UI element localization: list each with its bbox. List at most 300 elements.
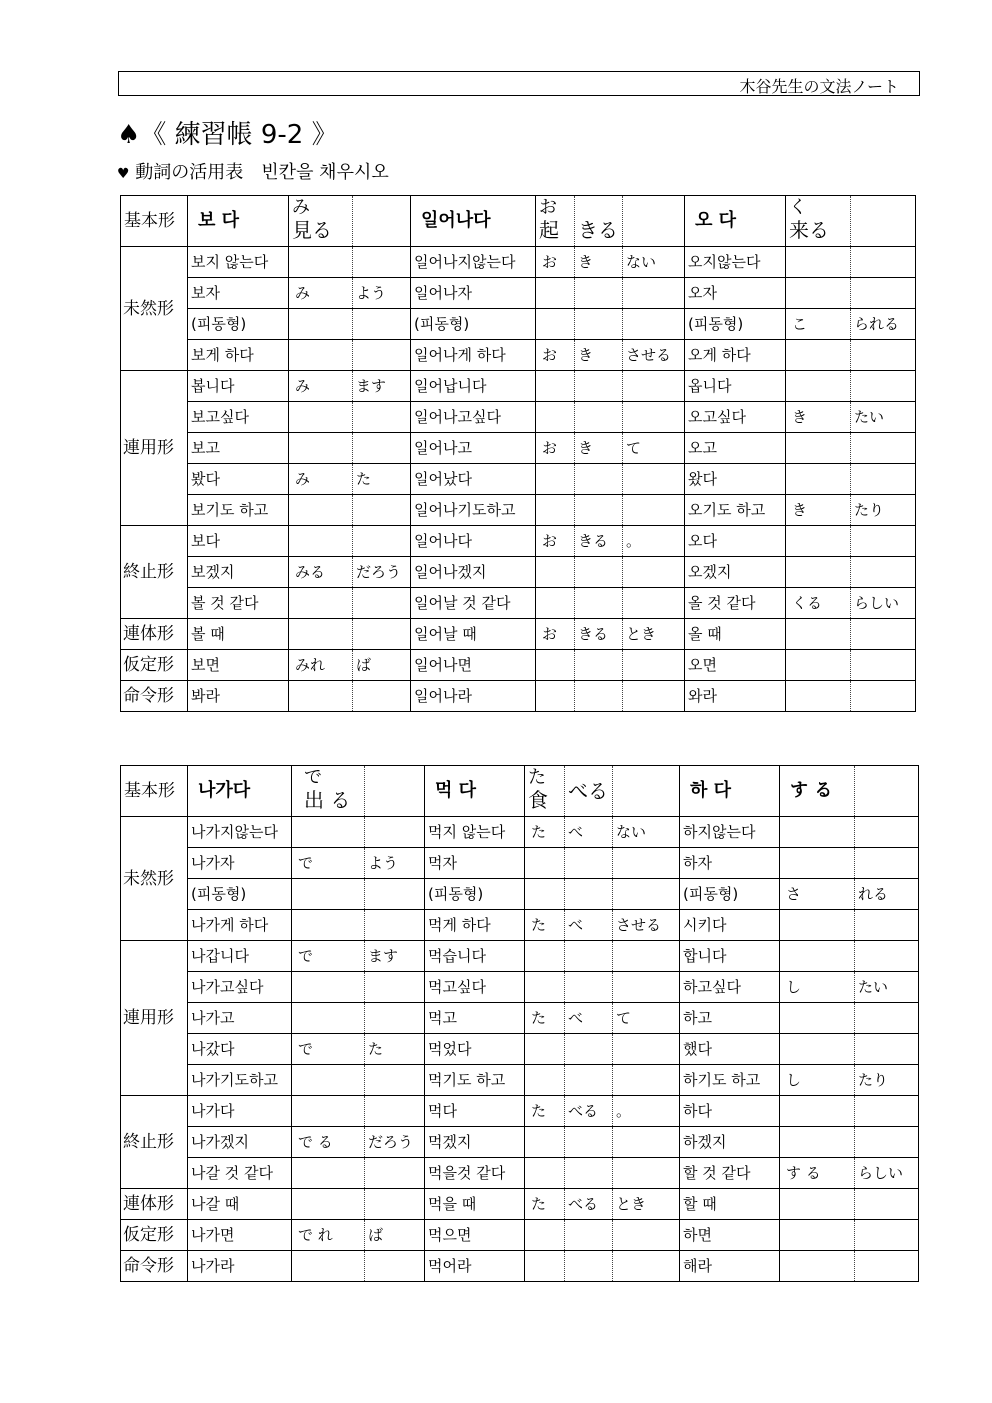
table-cell: 보지 않는다 xyxy=(188,247,289,278)
table-cell xyxy=(851,371,916,402)
table-cell: 일어났다 xyxy=(411,464,536,495)
table-cell: た xyxy=(365,1034,425,1065)
table-cell: 오다 xyxy=(685,526,786,557)
table-cell: で xyxy=(292,941,365,972)
table-cell: 나가게 하다 xyxy=(188,910,292,941)
table-cell: 옵니다 xyxy=(685,371,786,402)
table-cell xyxy=(575,495,623,526)
table-cell xyxy=(565,972,613,1003)
table-cell xyxy=(565,1127,613,1158)
table-cell xyxy=(365,910,425,941)
table-cell xyxy=(851,526,916,557)
table-cell xyxy=(855,1034,919,1065)
table-cell xyxy=(855,1127,919,1158)
verb-2-kanji-char: 起 xyxy=(539,218,559,242)
table-cell xyxy=(613,1158,680,1189)
conjugation-table-1 xyxy=(120,195,916,712)
verb-2-okurigana xyxy=(575,196,623,247)
table-cell: ば xyxy=(365,1220,425,1251)
table-cell: た xyxy=(353,464,411,495)
table-cell: た xyxy=(525,910,565,941)
table-cell: 올 때 xyxy=(685,619,786,650)
page-title xyxy=(117,114,338,151)
table-cell xyxy=(780,848,855,879)
verb-1-dictionary: 見る xyxy=(292,218,332,242)
form-label: 仮定形 xyxy=(121,650,188,681)
verb-2-korean: 먹 다 xyxy=(425,766,525,817)
table-cell: させる xyxy=(613,910,680,941)
verb-3-japanese: す る xyxy=(780,766,855,817)
form-label: 連用形 xyxy=(121,941,188,1096)
table-cell xyxy=(623,402,685,433)
table-cell xyxy=(536,464,575,495)
table-row xyxy=(121,972,919,1003)
table-cell: 일어나자 xyxy=(411,278,536,309)
table-cell xyxy=(786,681,851,712)
table-cell: 봅니다 xyxy=(188,371,289,402)
table-cell xyxy=(353,309,411,340)
verb-1-ruby: で xyxy=(304,767,322,788)
table-cell xyxy=(353,247,411,278)
table-cell xyxy=(855,941,919,972)
table-cell xyxy=(536,495,575,526)
title-text: 《 練習帳 9-2 》 xyxy=(140,120,338,150)
verb-1-dictionary: 出 る xyxy=(304,788,351,812)
verb-1-blank xyxy=(353,196,411,247)
table-cell xyxy=(575,278,623,309)
table-cell xyxy=(613,1220,680,1251)
table-cell: 일어나다 xyxy=(411,526,536,557)
table-cell: 하고싶다 xyxy=(680,972,780,1003)
table-cell: 와라 xyxy=(685,681,786,712)
table-cell xyxy=(353,340,411,371)
verb-2-ruby: お xyxy=(539,197,557,218)
table-cell: よう xyxy=(365,848,425,879)
table-row xyxy=(121,910,919,941)
verb-2-kanji xyxy=(536,196,575,247)
table-cell xyxy=(780,941,855,972)
table-cell: で xyxy=(292,848,365,879)
table-cell: 오고 xyxy=(685,433,786,464)
table-cell xyxy=(780,1251,855,1282)
table-cell xyxy=(525,1065,565,1096)
table-cell xyxy=(780,1034,855,1065)
verb-1-blank xyxy=(365,766,425,817)
table-cell xyxy=(353,433,411,464)
table-cell xyxy=(525,1220,565,1251)
table-cell: し xyxy=(780,1065,855,1096)
table-cell xyxy=(289,402,353,433)
table-cell: みれ xyxy=(289,650,353,681)
table-row xyxy=(121,619,916,650)
form-label: 連用形 xyxy=(121,371,188,526)
table-cell xyxy=(855,1096,919,1127)
table-cell xyxy=(851,650,916,681)
table-cell: 일어나겠지 xyxy=(411,557,536,588)
table-cell xyxy=(855,1251,919,1282)
table-cell: (피동형) xyxy=(411,309,536,340)
table-cell: だろう xyxy=(353,557,411,588)
table-cell xyxy=(292,1065,365,1096)
table-cell: 보고싶다 xyxy=(188,402,289,433)
table-cell xyxy=(536,309,575,340)
table-row xyxy=(121,1034,919,1065)
table-cell: で xyxy=(292,1034,365,1065)
verb-3-blank xyxy=(851,196,916,247)
table-row xyxy=(121,1003,919,1034)
table-cell: ます xyxy=(353,371,411,402)
table-cell: (피동형) xyxy=(188,879,292,910)
table-cell: 일어나고싶다 xyxy=(411,402,536,433)
table-cell: きる xyxy=(575,526,623,557)
table-cell: ない xyxy=(613,817,680,848)
table-cell xyxy=(855,1003,919,1034)
table-cell xyxy=(353,588,411,619)
table-cell xyxy=(851,278,916,309)
verb-2-ruby: た xyxy=(528,767,546,788)
verb-3-japanese xyxy=(786,196,851,247)
table-cell xyxy=(786,247,851,278)
table-cell xyxy=(613,1251,680,1282)
table-row xyxy=(121,1189,919,1220)
table-cell: 일어나지않는다 xyxy=(411,247,536,278)
table-cell: みる xyxy=(289,557,353,588)
table-cell xyxy=(855,848,919,879)
table-cell xyxy=(365,1003,425,1034)
form-label: 終止形 xyxy=(121,526,188,619)
table-cell xyxy=(855,1189,919,1220)
verb-3-dictionary: 来る xyxy=(789,218,829,242)
table-cell: 보자 xyxy=(188,278,289,309)
table-header-row xyxy=(121,766,919,817)
table-cell xyxy=(613,941,680,972)
table-cell xyxy=(353,526,411,557)
table-cell xyxy=(292,817,365,848)
table-cell xyxy=(780,910,855,941)
table-cell xyxy=(780,1127,855,1158)
table-cell: お xyxy=(536,526,575,557)
table-cell xyxy=(365,817,425,848)
table-cell xyxy=(613,848,680,879)
table-cell xyxy=(289,526,353,557)
table-row xyxy=(121,1251,919,1282)
table-row xyxy=(121,817,919,848)
spade-icon: ♠ xyxy=(117,120,141,150)
verb-3-ruby: く xyxy=(789,197,807,218)
table-cell xyxy=(353,402,411,433)
table-cell xyxy=(292,910,365,941)
verb-3-blank xyxy=(855,766,919,817)
table-cell: とき xyxy=(613,1189,680,1220)
table-cell: 보고 xyxy=(188,433,289,464)
table-cell xyxy=(855,1220,919,1251)
table-cell: きる xyxy=(575,619,623,650)
form-label: 連体形 xyxy=(121,619,188,650)
header-title: 木谷先生の文法ノート xyxy=(739,77,899,96)
table-cell: 보기도 하고 xyxy=(188,495,289,526)
table-row xyxy=(121,879,919,910)
table-cell xyxy=(575,650,623,681)
header-box xyxy=(118,71,920,96)
table-cell: 일어나면 xyxy=(411,650,536,681)
table-cell: させる xyxy=(623,340,685,371)
table-row xyxy=(121,1220,919,1251)
table-cell xyxy=(851,681,916,712)
table-cell: 일어날 때 xyxy=(411,619,536,650)
table-cell: 왔다 xyxy=(685,464,786,495)
table-cell xyxy=(536,588,575,619)
table-cell: れる xyxy=(855,879,919,910)
table-cell: 나가고 xyxy=(188,1003,292,1034)
table-cell: べる xyxy=(565,1189,613,1220)
table-cell: 하겠지 xyxy=(680,1127,780,1158)
page-subtitle xyxy=(117,158,389,184)
table-cell: (피동형) xyxy=(425,879,525,910)
table-cell xyxy=(365,879,425,910)
table-cell xyxy=(353,619,411,650)
table-cell xyxy=(292,879,365,910)
table-cell: て xyxy=(623,433,685,464)
table-cell xyxy=(851,433,916,464)
table-cell xyxy=(289,495,353,526)
table-cell xyxy=(786,433,851,464)
table-cell: 보게 하다 xyxy=(188,340,289,371)
table-cell: べ xyxy=(565,1003,613,1034)
table-cell: お xyxy=(536,247,575,278)
table-cell: らしい xyxy=(851,588,916,619)
verb-2-korean: 일어나다 xyxy=(411,196,536,247)
table-cell xyxy=(623,681,685,712)
table-cell: 먹지 않는다 xyxy=(425,817,525,848)
table-cell: 볼 때 xyxy=(188,619,289,650)
form-label: 終止形 xyxy=(121,1096,188,1189)
table-cell: らしい xyxy=(855,1158,919,1189)
table-cell: き xyxy=(575,247,623,278)
table-row xyxy=(121,588,916,619)
table-row xyxy=(121,433,916,464)
table-cell xyxy=(365,1189,425,1220)
form-label: 命令形 xyxy=(121,1251,188,1282)
verb-2-blank xyxy=(623,196,685,247)
table-cell: み xyxy=(289,278,353,309)
table-cell: た xyxy=(525,1096,565,1127)
table-cell: 먹고싶다 xyxy=(425,972,525,1003)
table-cell: 볼 것 같다 xyxy=(188,588,289,619)
table-cell: 할 때 xyxy=(680,1189,780,1220)
table-cell: 나가면 xyxy=(188,1220,292,1251)
table-cell xyxy=(365,1158,425,1189)
table-cell: (피동형) xyxy=(188,309,289,340)
table-cell xyxy=(536,681,575,712)
table-row xyxy=(121,526,916,557)
table-row xyxy=(121,309,916,340)
table-cell: (피동형) xyxy=(685,309,786,340)
table-cell: 오기도 하고 xyxy=(685,495,786,526)
table-cell xyxy=(623,309,685,340)
table-cell: 보겠지 xyxy=(188,557,289,588)
table-cell xyxy=(780,1189,855,1220)
table-cell: 할 것 같다 xyxy=(680,1158,780,1189)
table-cell: ます xyxy=(365,941,425,972)
table-row xyxy=(121,464,916,495)
table-cell: (피동형) xyxy=(680,879,780,910)
table-cell xyxy=(292,1003,365,1034)
table-cell xyxy=(786,619,851,650)
table-cell: たい xyxy=(855,972,919,1003)
table-cell xyxy=(575,557,623,588)
table-cell xyxy=(575,681,623,712)
table-cell xyxy=(289,681,353,712)
table-cell: ば xyxy=(353,650,411,681)
table-cell: 먹자 xyxy=(425,848,525,879)
table-cell: 하자 xyxy=(680,848,780,879)
table-cell: 먹기도 하고 xyxy=(425,1065,525,1096)
table-cell xyxy=(786,526,851,557)
table-cell: 먹을 때 xyxy=(425,1189,525,1220)
table-cell xyxy=(353,495,411,526)
table-row xyxy=(121,340,916,371)
table-row xyxy=(121,371,916,402)
table-cell xyxy=(565,1220,613,1251)
form-label: 命令形 xyxy=(121,681,188,712)
table-cell: 합니다 xyxy=(680,941,780,972)
table-cell: 하다 xyxy=(680,1096,780,1127)
table-row xyxy=(121,681,916,712)
table-cell xyxy=(365,1251,425,1282)
table-cell: ない xyxy=(623,247,685,278)
table-cell: 봤다 xyxy=(188,464,289,495)
table-cell xyxy=(525,1158,565,1189)
verb-3-korean: 오 다 xyxy=(685,196,786,247)
table-cell xyxy=(292,1251,365,1282)
table-cell: 나가고싶다 xyxy=(188,972,292,1003)
table-row xyxy=(121,650,916,681)
table-cell xyxy=(575,371,623,402)
table-cell xyxy=(292,972,365,1003)
table-cell: す る xyxy=(780,1158,855,1189)
table-cell: たい xyxy=(851,402,916,433)
table-cell: 먹을것 같다 xyxy=(425,1158,525,1189)
table-cell xyxy=(780,1096,855,1127)
table-cell: み xyxy=(289,464,353,495)
table-cell: て xyxy=(613,1003,680,1034)
table-cell xyxy=(575,309,623,340)
table-row xyxy=(121,247,916,278)
table-cell xyxy=(786,557,851,588)
table-cell: 먹고 xyxy=(425,1003,525,1034)
table-cell xyxy=(289,247,353,278)
form-header: 基本形 xyxy=(121,196,188,247)
table-cell xyxy=(623,278,685,309)
table-cell xyxy=(786,278,851,309)
verb-1-japanese xyxy=(289,196,353,247)
table-cell: き xyxy=(575,433,623,464)
table-cell: 나가다 xyxy=(188,1096,292,1127)
table-cell xyxy=(525,848,565,879)
table-cell: き xyxy=(786,402,851,433)
table-cell xyxy=(786,371,851,402)
table-cell: 봐라 xyxy=(188,681,289,712)
table-cell: とき xyxy=(623,619,685,650)
table-cell: べ xyxy=(565,910,613,941)
table-row xyxy=(121,1158,919,1189)
table-cell: 먹게 하다 xyxy=(425,910,525,941)
table-cell: 나갈 때 xyxy=(188,1189,292,1220)
table-cell: 나갔다 xyxy=(188,1034,292,1065)
table-cell: 보다 xyxy=(188,526,289,557)
table-cell: み xyxy=(289,371,353,402)
table-cell: 오자 xyxy=(685,278,786,309)
verb-2-okurigana: べる xyxy=(565,766,613,817)
table-cell: くる xyxy=(786,588,851,619)
table-cell: さ xyxy=(780,879,855,910)
table-cell xyxy=(623,464,685,495)
form-label: 連体形 xyxy=(121,1189,188,1220)
table-cell xyxy=(565,1034,613,1065)
table-cell: お xyxy=(536,619,575,650)
table-cell xyxy=(851,247,916,278)
table-cell: た xyxy=(525,1189,565,1220)
table-row xyxy=(121,495,916,526)
table-cell: 일어납니다 xyxy=(411,371,536,402)
table-cell xyxy=(786,464,851,495)
table-cell: 했다 xyxy=(680,1034,780,1065)
verb-3-korean: 하 다 xyxy=(680,766,780,817)
verb-2-okurigana-text: きる xyxy=(578,218,618,242)
table-cell: き xyxy=(575,340,623,371)
table-cell xyxy=(575,402,623,433)
table-cell: 나가라 xyxy=(188,1251,292,1282)
table-cell: 나가겠지 xyxy=(188,1127,292,1158)
verb-1-korean: 보 다 xyxy=(188,196,289,247)
table-cell: 오겠지 xyxy=(685,557,786,588)
table-cell xyxy=(613,1034,680,1065)
table-cell: られる xyxy=(851,309,916,340)
table-cell: お xyxy=(536,433,575,464)
verb-2-kanji xyxy=(525,766,565,817)
table-cell: 일어나기도하고 xyxy=(411,495,536,526)
table-cell xyxy=(851,557,916,588)
table-cell xyxy=(525,1251,565,1282)
table-cell xyxy=(780,817,855,848)
table-cell xyxy=(289,588,353,619)
table-cell xyxy=(623,495,685,526)
table-cell: 나가기도하고 xyxy=(188,1065,292,1096)
table-cell: き xyxy=(786,495,851,526)
table-cell: 하기도 하고 xyxy=(680,1065,780,1096)
table-cell: 나가자 xyxy=(188,848,292,879)
table-cell xyxy=(855,910,919,941)
table-row xyxy=(121,941,919,972)
table-cell xyxy=(289,340,353,371)
table-cell xyxy=(365,1096,425,1127)
table-cell xyxy=(623,588,685,619)
table-row xyxy=(121,1096,919,1127)
table-cell: 먹다 xyxy=(425,1096,525,1127)
table-cell xyxy=(575,588,623,619)
table-cell xyxy=(365,1065,425,1096)
table-cell xyxy=(292,1189,365,1220)
table-cell xyxy=(536,650,575,681)
table-cell xyxy=(289,433,353,464)
table-cell xyxy=(289,619,353,650)
table-cell xyxy=(525,879,565,910)
table-cell xyxy=(780,1220,855,1251)
table-cell: 오게 하다 xyxy=(685,340,786,371)
table-cell: よう xyxy=(353,278,411,309)
table-cell: 하면 xyxy=(680,1220,780,1251)
table-cell: 올 것 같다 xyxy=(685,588,786,619)
